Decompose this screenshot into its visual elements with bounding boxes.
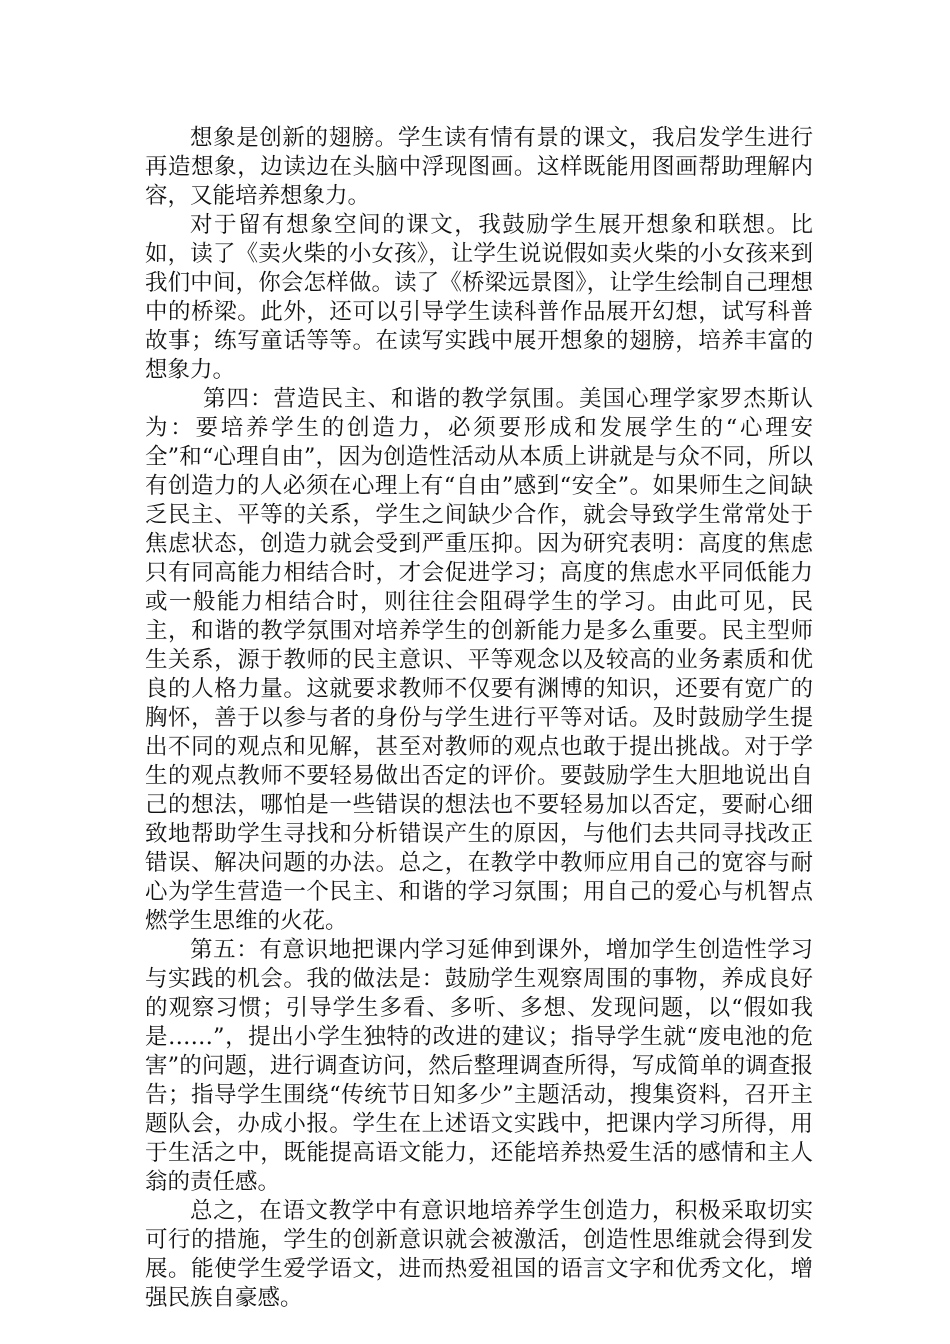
- paragraph-fifth-point: 第五：有意识地把课内学习延伸到课外，增加学生创造性学习与实践的机会。我的做法是：鼓励学生观察周围的事物，养成良好的观察习惯；引导学生多看、多听、多想、发现问题，以“假如我是……”，提出小学生独特的改进的建议；指导学生就“废电池的危害”的问题，进行调查访问，然后整理调查所得，写成简单的调查报告；指导学生围绕“传统节日知多少”主题活动，搜集资料，召开主题队会，办成小报。学生在上述语文实践中，把课内学习所得，用于生活之中，既能提高语文能力，还能培养热爱生活的感情和主人翁的责任感。: [145, 937, 813, 1195]
- document-page: [145, 124, 813, 1313]
- paragraph-fourth-point: 第四：营造民主、和谐的教学氛围。美国心理学家罗杰斯认为：要培养学生的创造力，必须要形成和发展学生的“心理安全”和“心理自由”，因为创造性活动从本质上讲就是与众不同，所以有创造力的人必须在心理上有“自由”感到“安全”。如果师生之间缺乏民主、平等的关系，学生之间缺少合作，就会导致学生常常处于焦虑状态，创造力就会受到严重压抑。因为研究表明：高度的焦虑只有同高能力相结合时，才会促进学习；高度的焦虑水平同低能力或一般能力相结合时，则往往会阻碍学生的学习。由此可见，民主，和谐的教学氛围对培养学生的创新能力是多么重要。民主型师生关系，源于教师的民主意识、平等观念以及较高的业务素质和优良的人格力量。这就要求教师不仅要有渊博的知识，还要有宽广的胸怀，善于以参与者的身份与学生进行平等对话。及时鼓励学生提出不同的观点和见解，甚至对教师的观点也敢于提出挑战。对于学生的观点教师不要轻易做出否定的评价。要鼓励学生大胆地说出自己的想法，哪怕是一些错误的想法也不要轻易加以否定，要耐心细致地帮助学生寻找和分析错误产生的原因，与他们去共同寻找改正错误、解决问题的办法。总之，在教学中教师应用自己的宽容与耐心为学生营造一个民主、和谐的学习氛围；用自己的爱心与机智点燃学生思维的火花。: [145, 386, 813, 934]
- paragraph-imagination: 想象是创新的翅膀。学生读有情有景的课文，我启发学生进行再造想象，边读边在头脑中浮现图画。这样既能用图画帮助理解内容，又能培养想象力。: [145, 125, 813, 209]
- paragraph-association: 对于留有想象空间的课文，我鼓励学生展开想象和联想。比如，读了《卖火柴的小女孩》，让学生说说假如卖火柴的小女孩来到我们中间，你会怎样做。读了《桥梁远景图》，让学生绘制自己理想中的桥梁。此外，还可以引导学生读科普作品展开幻想，试写科普故事；练写童话等等。在读写实践中展开想象的翅膀，培养丰富的想象力。: [145, 212, 813, 383]
- paragraph-conclusion: 总之，在语文教学中有意识地培养学生创造力，积极采取切实可行的措施，学生的创新意识就会被激活，创造性思维就会得到发展。能使学生爱学语文，进而热爱祖国的语言文字和优秀文化，增强民族自豪感。: [145, 1198, 813, 1311]
